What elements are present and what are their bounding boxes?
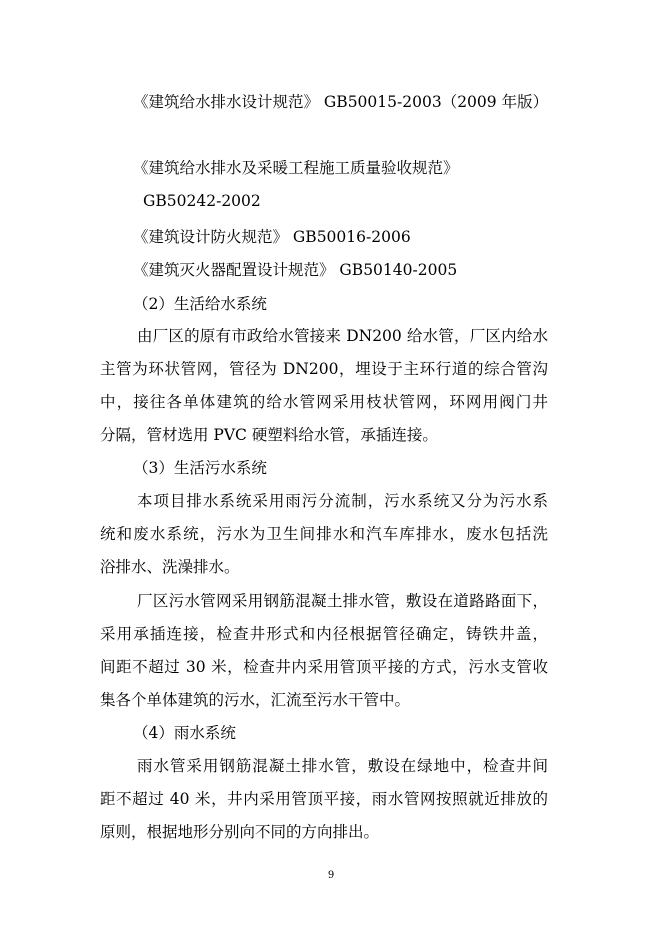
- section-heading-sewage: （3）生活污水系统: [133, 459, 267, 477]
- standard-fire-protection: 《建筑设计防火规范》 GB50016-2006: [133, 228, 411, 246]
- paragraph-line: 原则，根据地形分别向不同的方向排出。: [100, 823, 380, 841]
- paragraph-line: 距不超过 40 米，井内采用管顶平接，雨水管网按照就近排放的: [100, 790, 548, 808]
- section-heading-water-supply: （2）生活给水系统: [133, 295, 267, 313]
- page-number: 9: [327, 870, 335, 881]
- standard-plumbing-acceptance-code: GB50242-2002: [143, 192, 261, 210]
- paragraph-line: 主管为环状管网，管径为 DN200，埋设于主环行道的综合管沟: [100, 360, 548, 378]
- paragraph-line: 分隔，管材选用 PVC 硬塑料给水管，承插连接。: [100, 426, 438, 444]
- paragraph-line: 厂区污水管网采用钢筋混凝土排水管，敷设在道路路面下，: [137, 592, 548, 610]
- standard-fire-extinguisher: 《建筑灭火器配置设计规范》 GB50140-2005: [133, 261, 458, 279]
- section-heading-rainwater: （4）雨水系统: [133, 724, 236, 742]
- paragraph-line: 雨水管采用钢筋混凝土排水管，敷设在绿地中，检查井间: [137, 757, 548, 775]
- paragraph-line: 由厂区的原有市政给水管接来 DN200 给水管，厂区内给水: [137, 327, 548, 345]
- paragraph-line: 间距不超过 30 米，检查井内采用管顶平接的方式，污水支管收: [100, 658, 548, 676]
- paragraph-line: 集各个单体建筑的污水，汇流至污水干管中。: [100, 691, 411, 709]
- paragraph-line: 本项目排水系统采用雨污分流制，污水系统又分为污水系: [137, 492, 548, 510]
- paragraph-line: 浴排水、洗澡排水。: [100, 558, 240, 576]
- standard-plumbing-acceptance: 《建筑给水排水及采暖工程施工质量验收规范》: [133, 159, 459, 177]
- standard-plumbing-design: 《建筑给水排水设计规范》 GB50015-2003（2009 年版）: [133, 93, 549, 111]
- paragraph-line: 采用承插连接，检查井形式和内径根据管径确定，铸铁井盖，: [100, 625, 548, 643]
- paragraph-line: 中，接往各单体建筑的给水管网采用枝状管网，环网用阀门井: [100, 393, 548, 411]
- paragraph-line: 统和废水系统，污水为卫生间排水和汽车库排水，废水包括洗: [100, 525, 548, 543]
